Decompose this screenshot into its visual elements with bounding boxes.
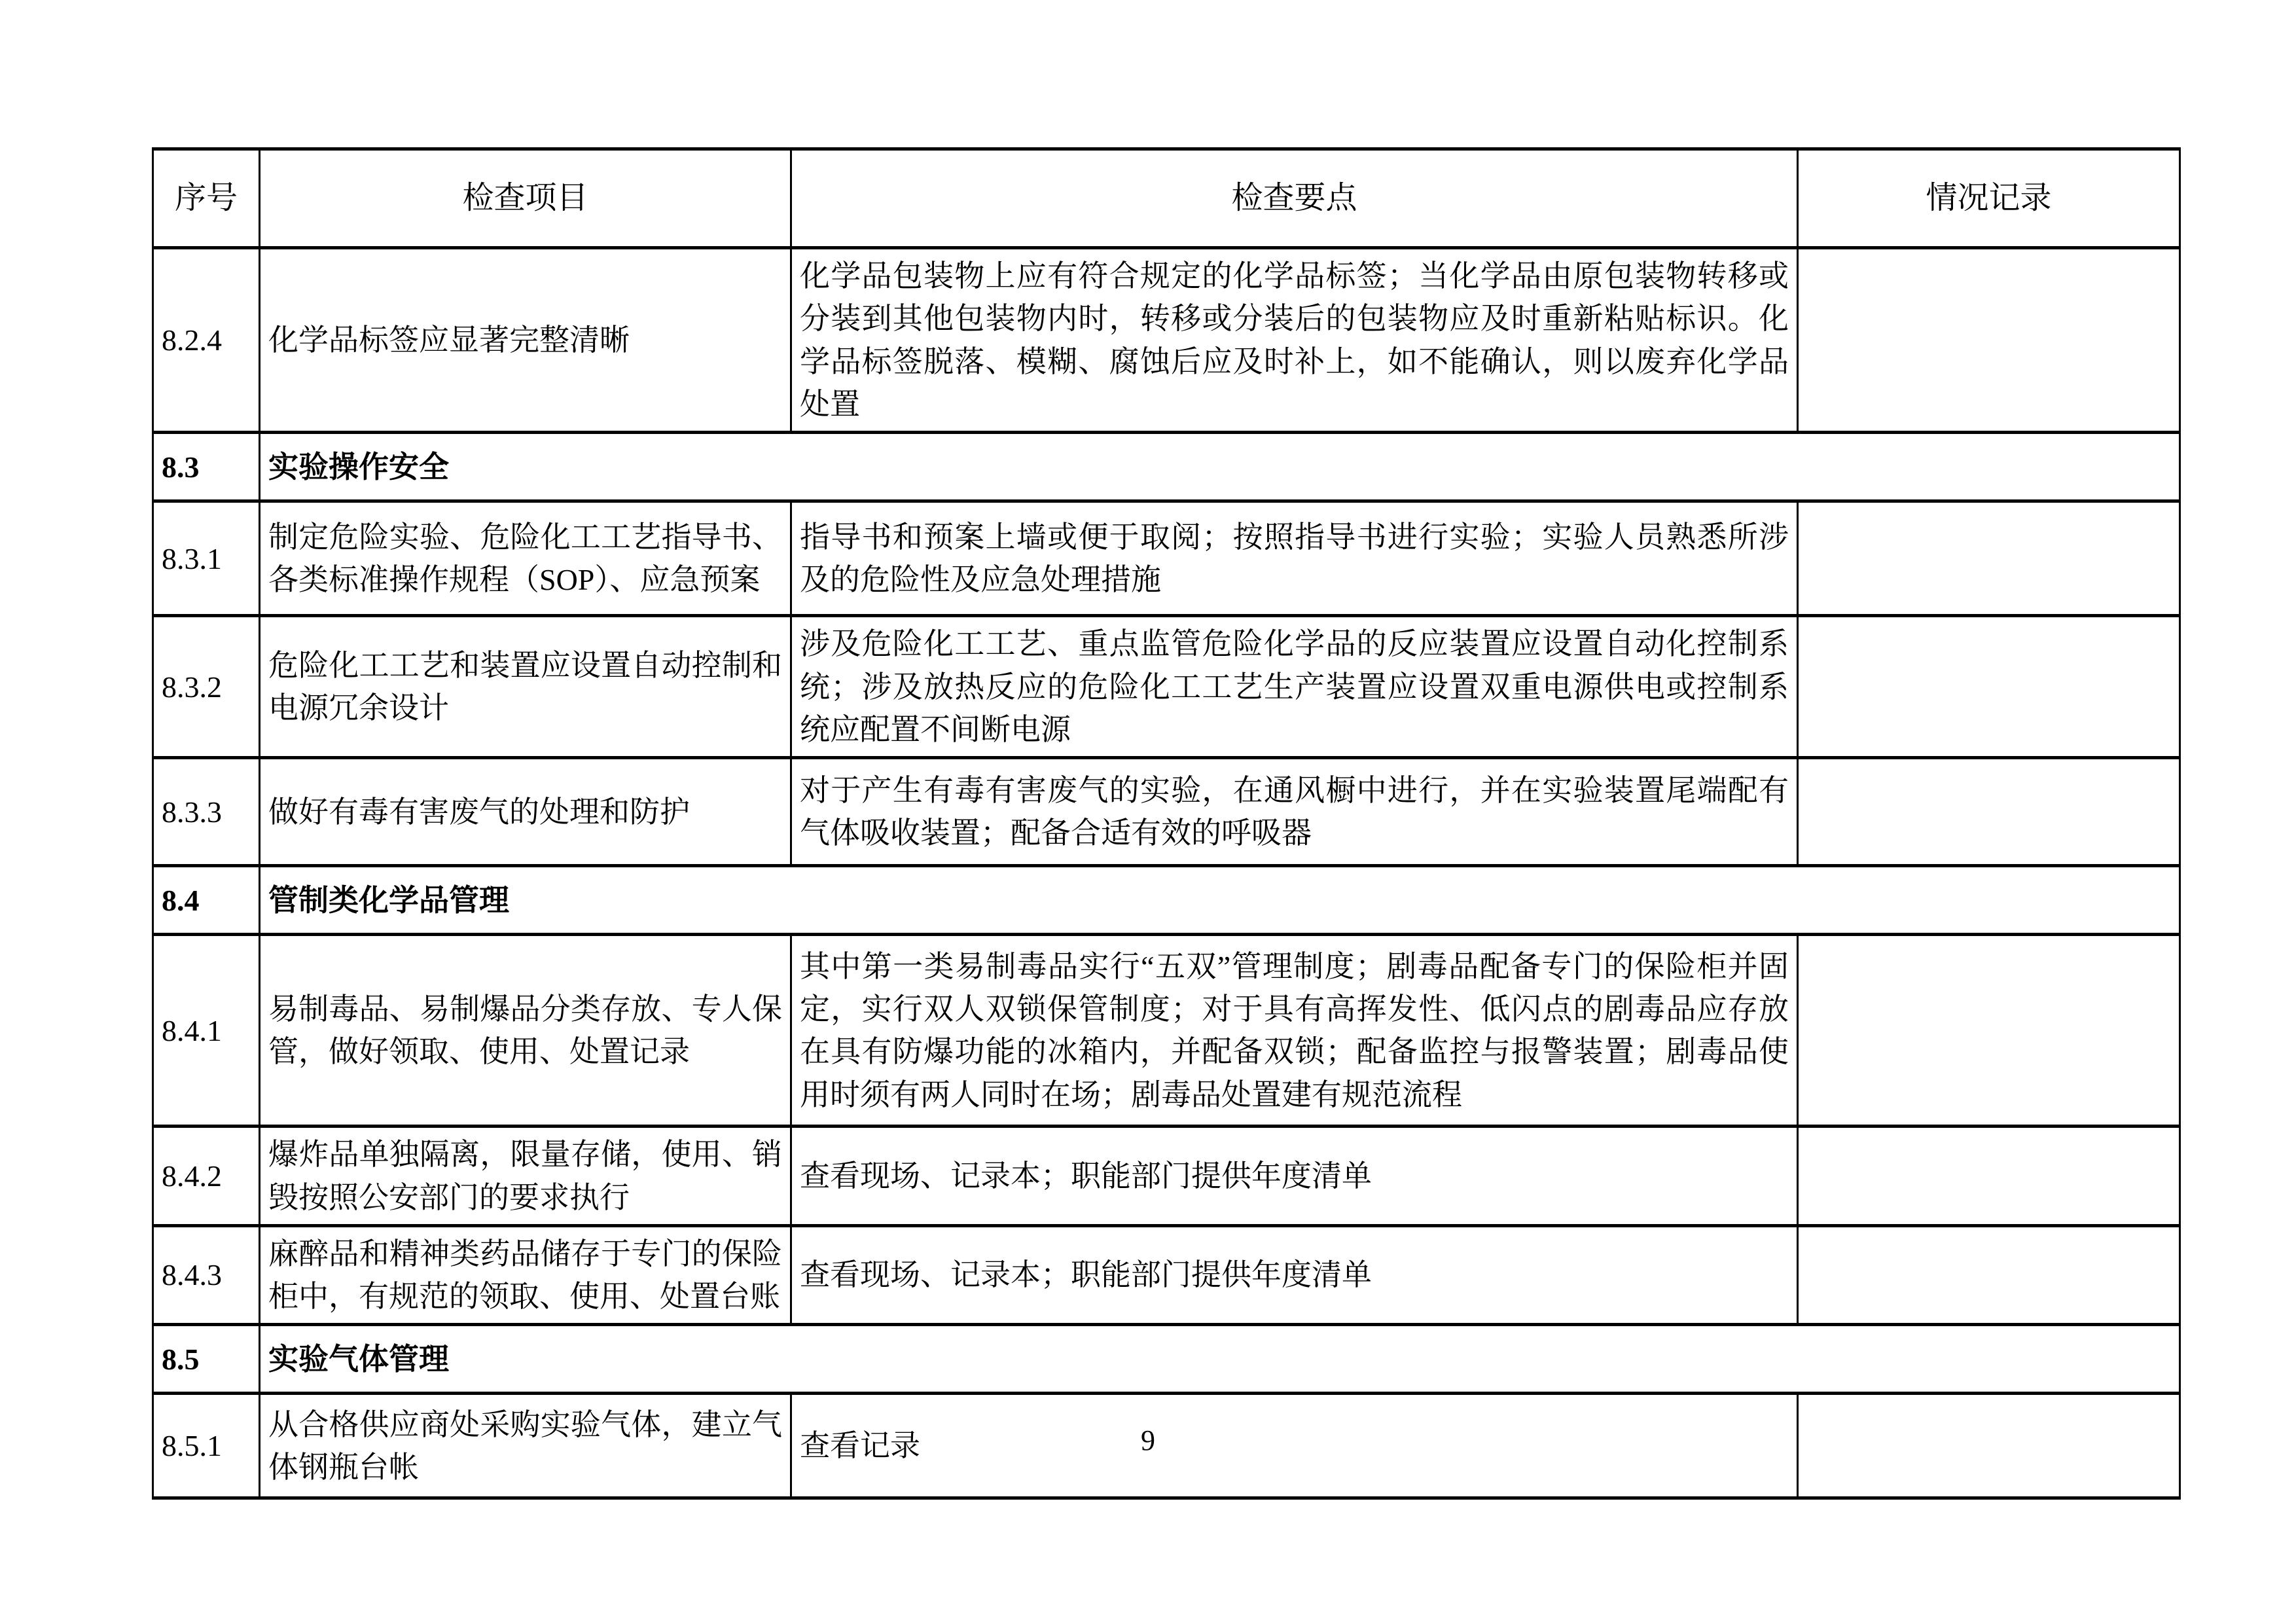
column-header-item: 检查项目 [260,149,791,248]
row-number-cell: 8.4.1 [153,935,260,1127]
points-cell: 化学品包装物上应有符合规定的化学品标签；当化学品由原包装物转移或分装到其他包装物内时，转移或分装后的包装物应及时重新粘贴标识。化学品标签脱落、模糊、腐蚀后应及时补上，如不能确认，则以废弃化学品处置 [791,248,1798,433]
row-number-cell: 8.4 [153,866,260,935]
item-cell: 麻醉品和精神类药品储存于专门的保险柜中，有规范的领取、使用、处置台账 [260,1225,791,1325]
record-cell [1798,758,2180,866]
row-number-cell: 8.3.1 [153,501,260,616]
inspection-table [152,147,2181,1500]
row-number-cell: 8.3.2 [153,616,260,758]
record-cell [1798,501,2180,616]
item-cell: 制定危险实验、危险化工工艺指导书、各类标准操作规程（SOP）、应急预案 [260,501,791,616]
item-cell: 易制毒品、易制爆品分类存放、专人保管，做好领取、使用、处置记录 [260,935,791,1127]
column-header-record: 情况记录 [1798,149,2180,248]
row-number-cell: 8.5.1 [153,1394,260,1498]
column-header-points: 检查要点 [791,149,1798,248]
section-title-cell: 管制类化学品管理 [260,866,2180,935]
table-row [153,501,2180,616]
row-number-cell: 8.4.2 [153,1127,260,1226]
item-cell: 爆炸品单独隔离，限量存储，使用、销毁按照公安部门的要求执行 [260,1127,791,1226]
item-cell: 做好有毒有害废气的处理和防护 [260,758,791,866]
row-number-cell: 8.2.4 [153,248,260,433]
row-number-cell: 8.5 [153,1325,260,1394]
table-row [153,1127,2180,1226]
record-cell [1798,1225,2180,1325]
record-cell [1798,1127,2180,1226]
item-cell: 危险化工工艺和装置应设置自动控制和电源冗余设计 [260,616,791,758]
table-row [153,616,2180,758]
table-row [153,935,2180,1127]
header-row [153,149,2180,248]
item-cell: 从合格供应商处采购实验气体，建立气体钢瓶台帐 [260,1394,791,1498]
points-cell: 查看现场、记录本；职能部门提供年度清单 [791,1127,1798,1226]
table-row [153,248,2180,433]
section-row [153,866,2180,935]
record-cell [1798,248,2180,433]
section-row [153,433,2180,501]
item-cell: 化学品标签应显著完整清晰 [260,248,791,433]
section-title-cell: 实验操作安全 [260,433,2180,501]
table-row [153,758,2180,866]
page-number: 9 [1141,1424,1155,1456]
points-cell: 对于产生有毒有害废气的实验，在通风橱中进行，并在实验装置尾端配有气体吸收装置；配备合适有效的呼吸器 [791,758,1798,866]
section-row [153,1325,2180,1394]
row-number-cell: 8.4.3 [153,1225,260,1325]
section-title-cell: 实验气体管理 [260,1325,2180,1394]
row-number-cell: 8.3 [153,433,260,501]
points-cell: 指导书和预案上墙或便于取阅；按照指导书进行实验；实验人员熟悉所涉及的危险性及应急处理措施 [791,501,1798,616]
record-cell [1798,935,2180,1127]
points-cell: 其中第一类易制毒品实行“五双”管理制度；剧毒品配备专门的保险柜并固定，实行双人双锁保管制度；对于具有高挥发性、低闪点的剧毒品应存放在具有防爆功能的冰箱内，并配备双锁；配备监控与报警装置；剧毒品使用时须有两人同时在场；剧毒品处置建有规范流程 [791,935,1798,1127]
record-cell [1798,616,2180,758]
table-row [153,1225,2180,1325]
points-cell: 涉及危险化工工艺、重点监管危险化学品的反应装置应设置自动化控制系统；涉及放热反应的危险化工工艺生产装置应设置双重电源供电或控制系统应配置不间断电源 [791,616,1798,758]
points-cell: 查看现场、记录本；职能部门提供年度清单 [791,1225,1798,1325]
column-header-number: 序号 [153,149,260,248]
row-number-cell: 8.3.3 [153,758,260,866]
points-cell: 查看记录 [791,1394,1798,1498]
